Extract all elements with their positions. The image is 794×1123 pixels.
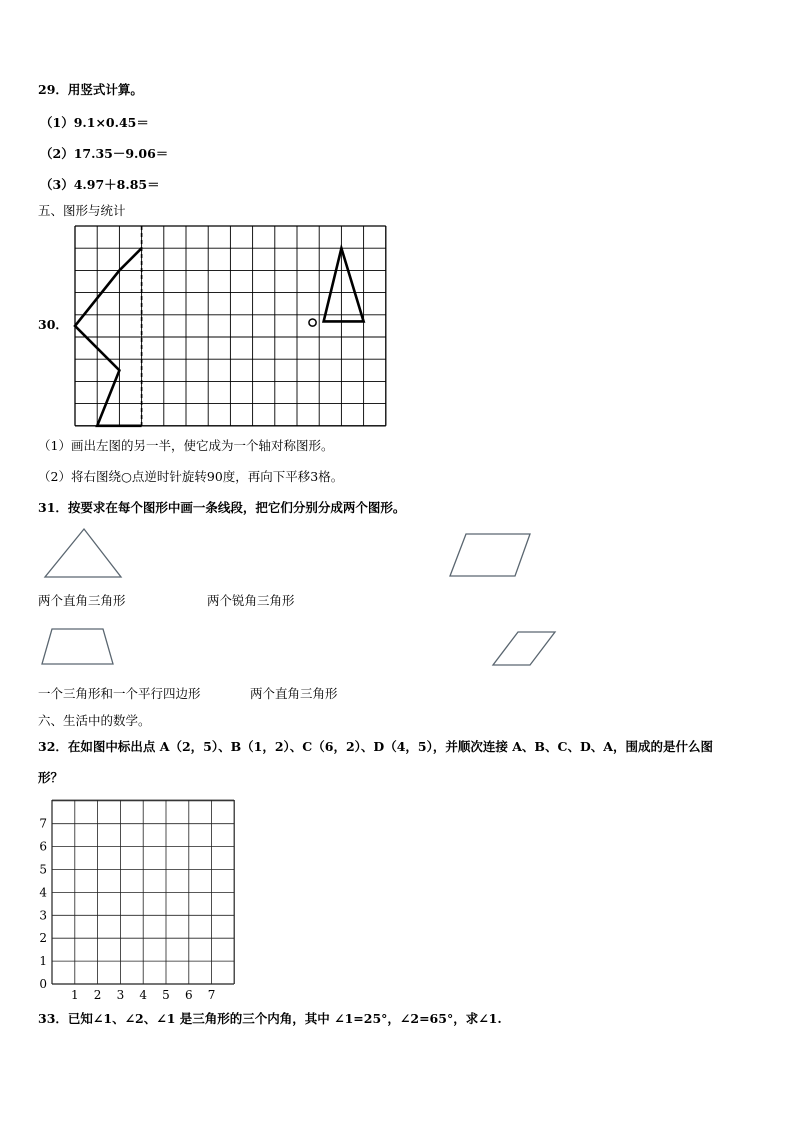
q30-instruction-2: （2）将右图绕○点逆时针旋转90度，再向下平移3格。 xyxy=(38,469,344,484)
q29-item-3: （3）4.97＋8.85＝ xyxy=(40,177,160,192)
y-tick-label: 3 xyxy=(39,908,47,923)
y-tick-label: 6 xyxy=(39,839,47,854)
q32-text-line-2: 形？ xyxy=(38,770,64,785)
y-tick-label: 1 xyxy=(39,954,47,969)
x-tick-label: 1 xyxy=(70,988,79,1002)
x-tick-label: 2 xyxy=(93,988,102,1002)
q29-title: 29．用竖式计算。 xyxy=(38,82,143,97)
q31-caption-3: 一个三角形和一个平行四边形 xyxy=(38,686,201,701)
y-tick-label: 5 xyxy=(39,862,47,877)
q31-title: 31．按要求在每个图形中画一条线段，把它们分别分成两个图形。 xyxy=(38,500,406,515)
q31-caption-2: 两个锐角三角形 xyxy=(207,593,295,608)
q33-text: 33．已知∠1、∠2、∠1 是三角形的三个内角，其中 ∠1=25°，∠2=65°，求∠1. xyxy=(38,1011,502,1026)
x-tick-label: 6 xyxy=(184,988,193,1002)
section-6-title: 六、生活中的数学。 xyxy=(38,713,151,728)
q29-item-2: （2）17.35－9.06＝ xyxy=(40,146,169,161)
y-tick-label: 0 xyxy=(39,977,47,991)
x-tick-label: 5 xyxy=(162,988,170,1002)
y-tick-label: 2 xyxy=(39,931,47,946)
q29-item-1: （1）9.1×0.45＝ xyxy=(40,115,149,130)
q32-text-line-1: 32．在如图中标出点 A（2，5）、B（1，2）、C（6，2）、D（4，5），并顺次连接 A、B、C、D、A，围成的是什么图 xyxy=(38,739,713,754)
y-tick-label: 4 xyxy=(39,885,47,900)
y-tick-label: 7 xyxy=(39,816,47,831)
x-tick-label: 7 xyxy=(207,988,216,1002)
x-tick-label: 3 xyxy=(116,988,125,1002)
q31-caption-1: 两个直角三角形 xyxy=(38,593,126,608)
q30-number: 30． xyxy=(38,317,68,332)
q30-instruction-1: （1）画出左图的另一半，使它成为一个轴对称图形。 xyxy=(38,438,334,453)
section-5-title: 五、图形与统计 xyxy=(38,203,126,218)
q31-caption-4: 两个直角三角形 xyxy=(250,686,338,701)
x-tick-label: 4 xyxy=(139,988,148,1002)
